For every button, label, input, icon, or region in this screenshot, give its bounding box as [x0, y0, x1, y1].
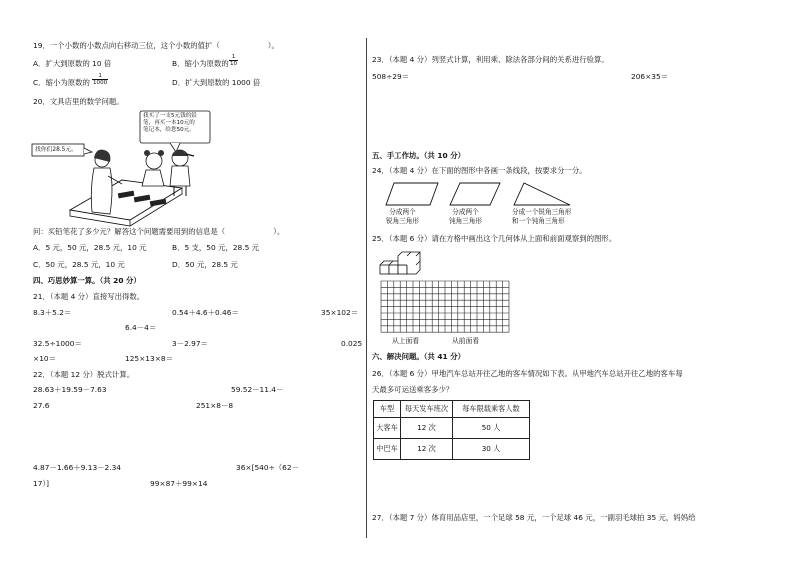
- q21-expr-6: 3－2.97＝: [172, 339, 208, 348]
- q19-option-c-fraction: $\frac{1}{1000}$: [93, 73, 108, 86]
- q22-stem: 22．（本题 12 分）脱式计算。: [33, 370, 135, 379]
- q24-caption-3: 分成一个锐角三角形 和一个钝角三角形: [512, 208, 572, 225]
- q21-expr-8: ×10＝: [33, 354, 56, 363]
- q22-expr-3: 27.6: [33, 401, 50, 410]
- section-6-heading: 六、解决问题。（共 41 分）: [372, 352, 466, 361]
- q21-expr-4: 6.4－4＝: [125, 323, 157, 332]
- q26-line-2: 天最多可运送乘客多少？: [372, 385, 454, 394]
- q25-label-top-view: 从上面看: [392, 337, 420, 345]
- speech-bubble-shopkeeper: 找你们28.5元。: [35, 147, 77, 153]
- table-cell: 12 次: [401, 439, 453, 460]
- table-cell: 12 次: [401, 418, 453, 439]
- q20-option-c: C．50 元，28.5 元，10 元: [33, 260, 125, 269]
- q20-option-b: B．5 支，50 元，28.5 元: [172, 243, 260, 252]
- table-cell: 50 人: [453, 418, 530, 439]
- q20-stem: 20．文具店里的数学问题。: [33, 97, 124, 106]
- q22-expr-5: 4.87－1.66＋9.13－2.34: [33, 463, 121, 472]
- table-row: [374, 418, 530, 439]
- q24-caption-1: 分成两个 锐角三角形: [386, 208, 419, 225]
- table-row: [374, 439, 530, 460]
- table-cell: 30 人: [453, 439, 530, 460]
- q19-stem: 19．一个小数的小数点向右移动三位，这个小数的值扩（ ）。: [33, 41, 279, 50]
- q27-stem: 27．（本题 7 分）体育用品店里，一个足球 58 元，一个足球 46 元，一副羽毛球拍 35 元，妈妈给: [372, 513, 696, 522]
- q21-expr-1: 8.3＋5.2＝: [33, 308, 72, 317]
- q25-drawing-grid[interactable]: [381, 281, 510, 334]
- q23-expr-2: 206×35＝: [631, 72, 669, 81]
- column-divider: [366, 38, 367, 538]
- q24-shapes: [376, 180, 576, 210]
- q22-expr-7: 17）]: [33, 479, 49, 488]
- q20-option-a: A．5 元，50 元，28.5 元，10 元: [33, 243, 147, 252]
- q21-expr-3: 35×102＝: [321, 308, 359, 317]
- q25-stem: 25．（本题 6 分）请在方格中画出这个几何体从上面和前面观察到的图形。: [372, 234, 617, 243]
- q21-expr-5: 32.5÷1000＝: [33, 339, 82, 348]
- q19-option-d: D．扩大到原数的 1000 倍: [172, 78, 261, 87]
- q19-option-b-fraction: $\frac{1}{10}$: [230, 54, 238, 67]
- parallelogram-shape: [386, 183, 438, 205]
- table-header-row: [374, 401, 530, 418]
- q21-expr-7: 0.025: [341, 339, 363, 348]
- q22-expr-8: 99×87＋99×14: [150, 479, 208, 488]
- q19-option-c: C．缩小为原数的: [33, 78, 90, 87]
- q21-stem: 21．（本题 4 分）直接写出得数。: [33, 292, 145, 301]
- q25-cube-solid: [379, 252, 425, 276]
- q22-expr-6: 36×[540÷（62－: [236, 463, 299, 472]
- q21-expr-9: 125×13×8＝: [125, 354, 173, 363]
- table-header-cell: 每车限载乘客人数: [453, 401, 530, 418]
- table-cell: 中巴车: [374, 439, 401, 460]
- q26-bus-table: [373, 400, 530, 460]
- q23-expr-1: 508÷29＝: [372, 72, 410, 81]
- q25-label-front-view: 从前面看: [452, 337, 480, 345]
- q26-line-1: 26．（本题 6 分）甲地汽车总站开往乙地的客车情况如下表。从甲地汽车总站开往乙地的客车每: [372, 369, 683, 378]
- speech-bubble-customer: 我买了一支5元钱的铅 笔，再买一本10元的 笔记本，给您50元。: [143, 113, 197, 133]
- triangle-shape: [514, 183, 570, 205]
- q22-expr-4: 251×8－8: [196, 401, 234, 410]
- rhombus-shape: [450, 183, 500, 205]
- section-4-heading: 四、巧思妙算一算。（共 20 分）: [33, 276, 141, 285]
- q19-option-a: A．扩大到原数的 10 倍: [33, 59, 112, 68]
- q23-stem: 23．（本题 4 分）列竖式计算，利用乘、除法各部分间的关系进行验算。: [372, 55, 609, 64]
- table-cell: 大客车: [374, 418, 401, 439]
- q21-expr-2: 0.54＋4.6＋0.46＝: [172, 308, 239, 317]
- q24-stem: 24．（本题 4 分）在下面的图形中各画一条线段，按要求分一分。: [372, 166, 587, 175]
- q22-expr-1: 28.63＋19.59－7.63: [33, 385, 107, 394]
- section-5-heading: 五、手工作坊。（共 10 分）: [372, 151, 466, 160]
- q22-expr-2: 59.52－11.4－: [231, 385, 284, 394]
- table-header-cell: 车型: [374, 401, 401, 418]
- table-header-cell: 每天发车班次: [401, 401, 453, 418]
- q24-caption-2: 分成两个 钝角三角形: [449, 208, 482, 225]
- q20-question: 问：买铅笔花了多少元？解答这个问题需要用到的信息是（ ）。: [33, 227, 285, 236]
- q19-option-b: B．缩小为原数的: [172, 59, 229, 68]
- q20-option-d: D．50 元，28.5 元: [172, 260, 238, 269]
